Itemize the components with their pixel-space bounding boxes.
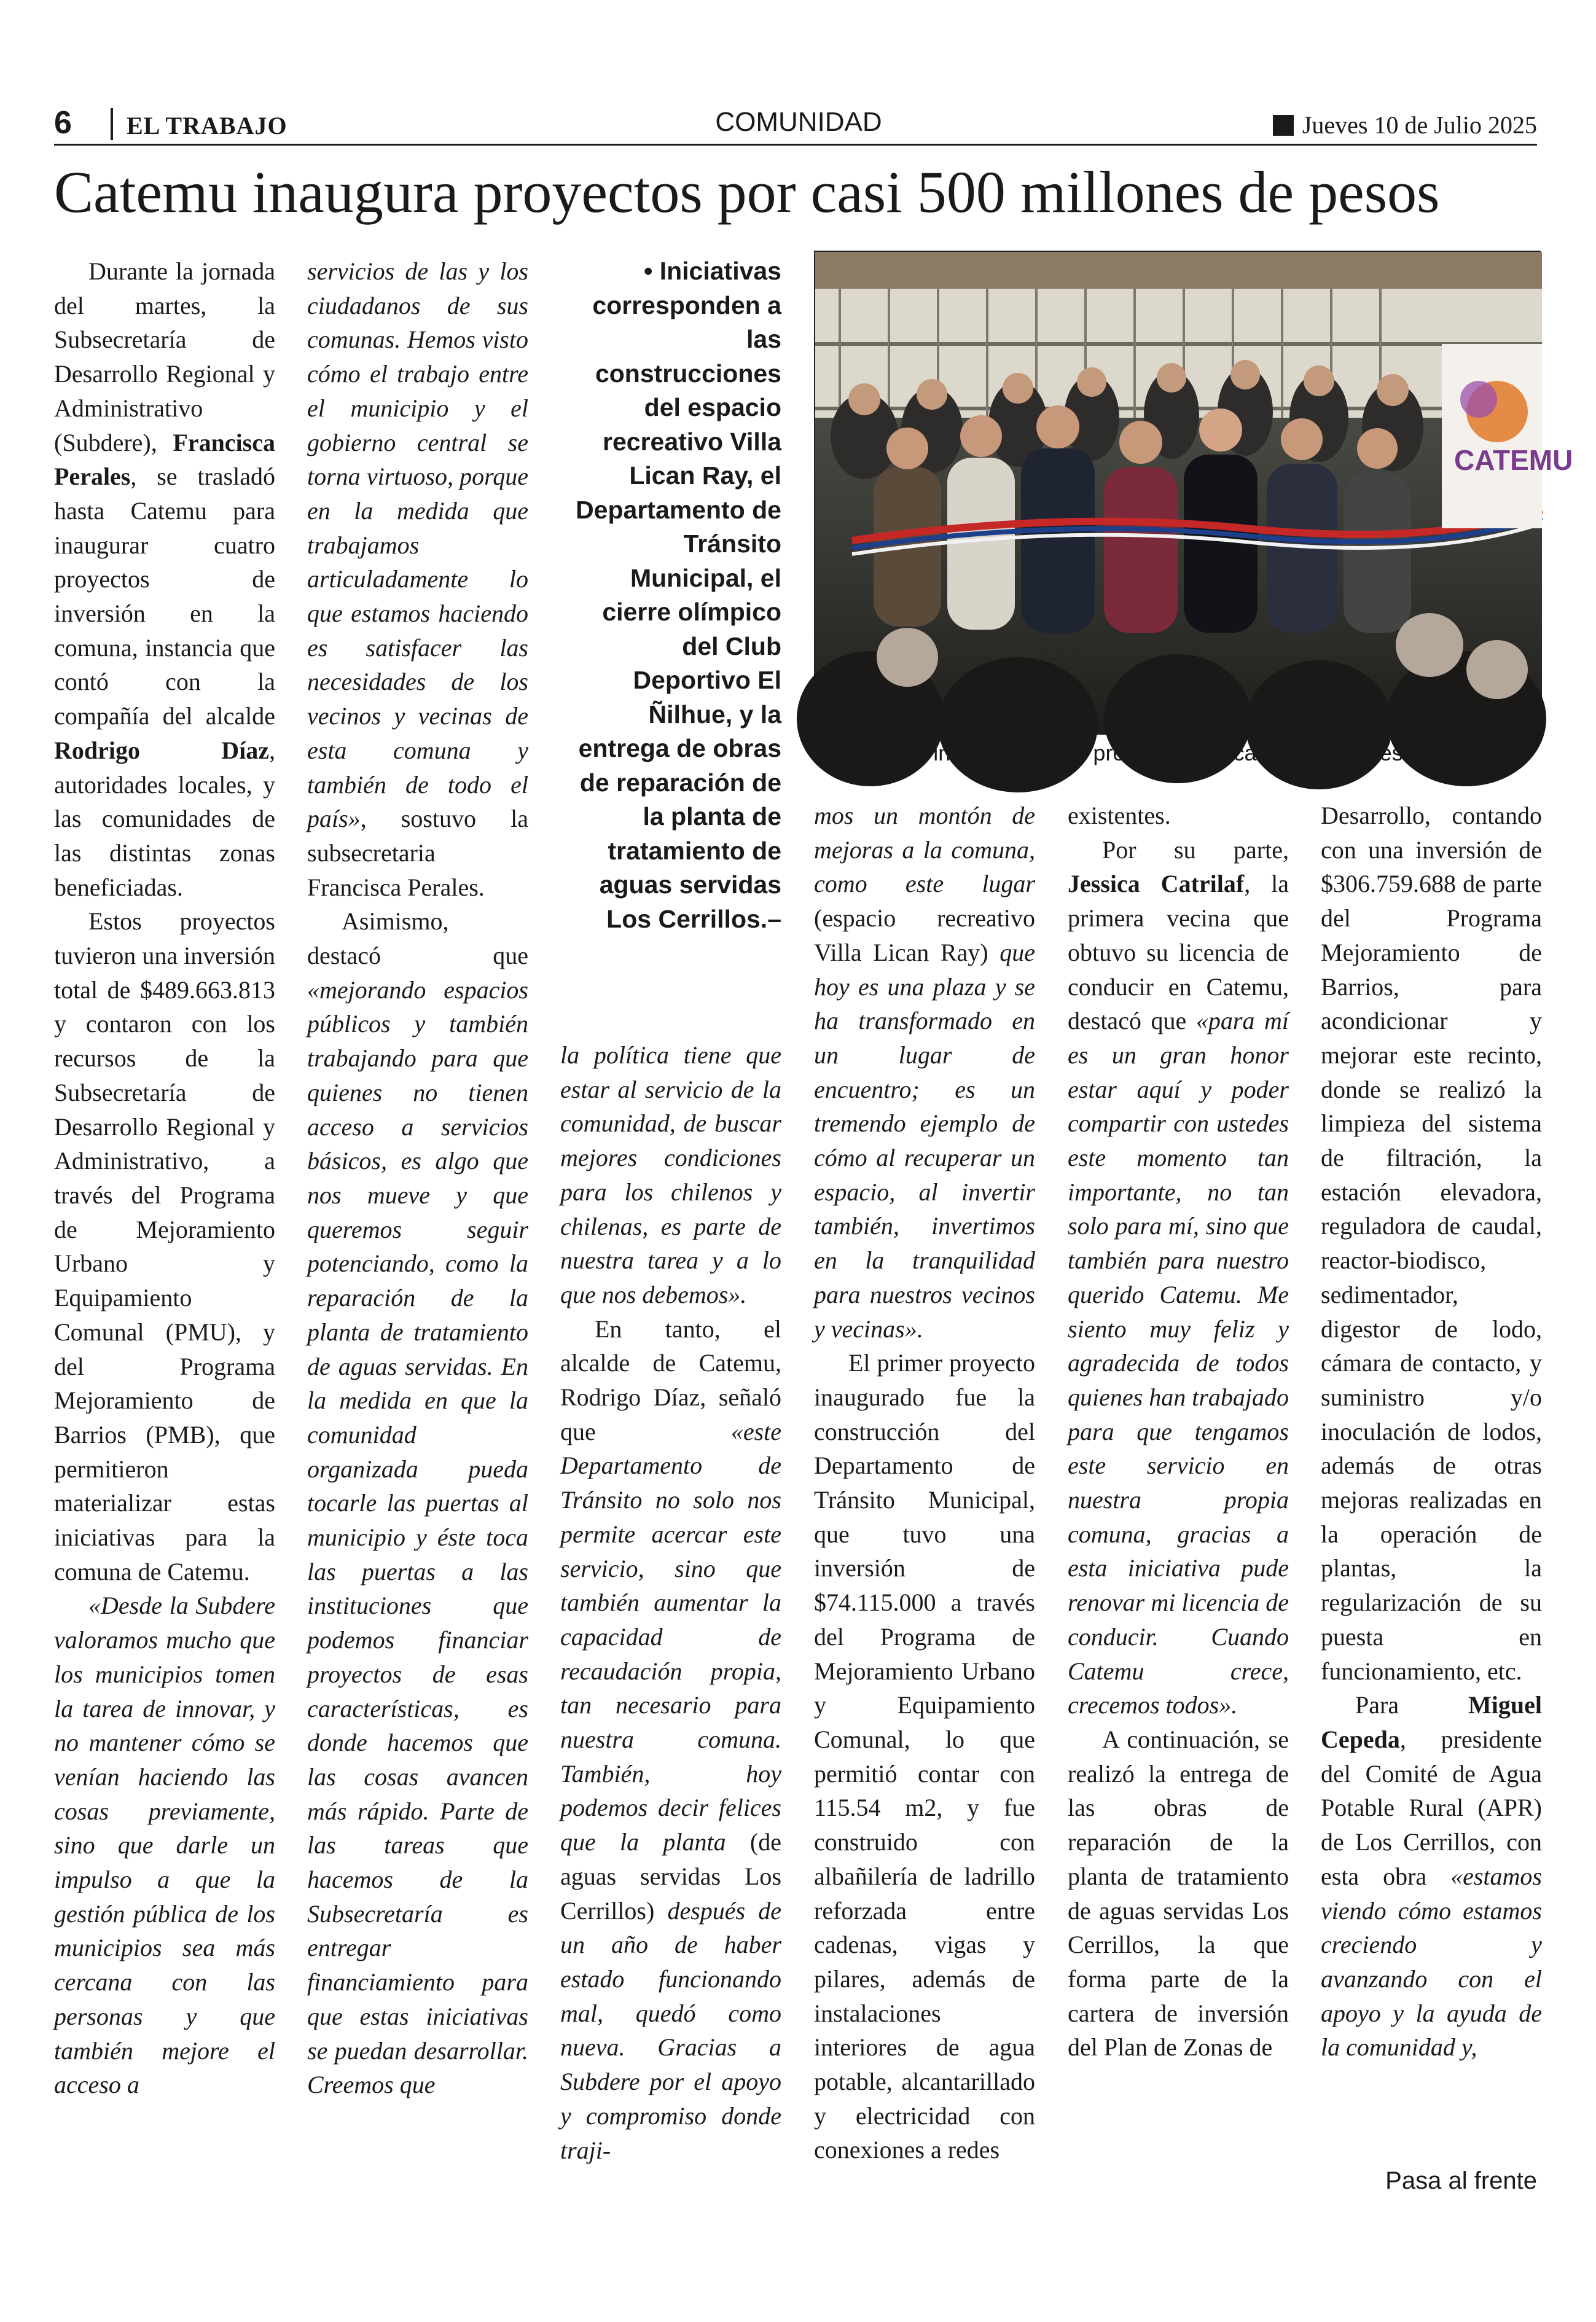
quote-subsecretaria-end: la política tiene que estar al servicio de la comunidad, de buscar mejores condiciones para los chilenos y chilenas, es parte de nuestra tarea y a lo que nos debemos». <box>560 1041 781 1308</box>
newspaper-name: EL TRABAJO <box>127 112 288 139</box>
continued-on-front: Pasa al frente <box>1385 2167 1537 2194</box>
name-francisca-perales: Francisca Perales <box>54 428 275 491</box>
header-divider <box>111 108 113 140</box>
paragraph-planta-detalle: Desarrollo, contando con una inversión de $306.759.688 de parte del Programa Mejoramiento de Barrios, para acondicionar y mejorar este recinto, donde se realizó la limpieza del sistema de filtración, la estación elevadora, reguladora de caudal, reactor-biodisco, sedimentador, digestor de lodo, cámara de contacto, y suministro y/o inoculación de lodos, además de otras mejoras realizadas en la operación de plantas, la regularización de su puesta en funcionamiento, etc. <box>1321 802 1542 1685</box>
paragraph-intro: Durante la jornada del martes, la Subsecretaría de Desarrollo Regional y Administrativo (Subdere), Francisca Perales, se trasladó hasta Catemu para inaugurar cuatro proyectos de inversión en la comuna, instancia que contó con la compañía del alcalde Rodrigo Díaz, autoridades locales, y las comunidades de las distintas zonas beneficiadas. <box>54 257 275 901</box>
issue-date <box>1273 111 1537 140</box>
quote-subdere-part1: «Desde la Subdere valoramos mucho que los municipios tomen la tarea de innovar, y no mantener cómo se venían haciendo las cosas previamente, sino que darle un impulso a que la gestión pública de los municipios sea más cercana con las personas y que también mejore el acceso a <box>54 1592 275 2099</box>
photo-caption: Catemu inauguró cuatro proyectos por casi 500 millones de pesos. <box>850 740 1505 765</box>
name-jessica-catrilaf: Jessica Catrilaf <box>1068 870 1245 898</box>
paragraph-planta-tratamiento: A continuación, se realizó la entrega de las obras de reparación de la planta de tratamiento de aguas servidas Los Cerrillos, la que forma parte de la cartera de inversión del Plan de Zonas de <box>1068 1725 1289 2062</box>
article-column-4 <box>814 799 1035 2230</box>
article-photo <box>814 251 1573 733</box>
article-column-5 <box>1068 799 1289 2230</box>
name-rodrigo-diaz: Rodrigo Díaz <box>54 736 269 764</box>
paragraph-subsecretaria: Asimismo, destacó que «mejorando espacios públicos y también trabajando para que quienes no tienen acceso a servicios básicos, es algo que nos mueve y que queremos seguir potenciando, como la reparación de la planta de tratamiento de aguas servidas. En la medida en que la comunidad organizada pueda tocarle las puertas al municipio y éste toca las puertas a las instituciones que podemos financiar proyectos de esas características, es donde hacemos que las cosas avancen más rápido. Parte de las tareas que hacemos de la Subsecretaría es entregar financiamiento para que estas iniciativas se puedan desarrollar. Creemos que <box>307 907 528 2099</box>
quote-subdere-part2: servicios de las y los ciudadanos de sus comunas. Hemos visto cómo el trabajo entre el municipio y el gobierno central se torna virtuoso, porque en la medida que trabajamos articuladamente lo que estamos haciendo es satisfacer las necesidades de los vecinos y vecinas de esta comuna y también de todo el país», sostuvo la subsecretaria Francisca Perales. <box>307 257 528 901</box>
page-number: 6 <box>54 105 72 141</box>
paragraph-transito-end: existentes. <box>1068 802 1171 829</box>
square-bullet-icon <box>1273 115 1294 136</box>
paragraph-miguel-cepeda: Para Miguel Cepeda, presidente del Comité de Agua Potable Rural (APR) de Los Cerrillos, con esta obra «estamos viendo cómo estamos creciendo y avanzando con el apoyo y la ayuda de la comunidad y, <box>1321 1691 1542 2062</box>
quote-alcalde-end: mos un montón de mejoras a la comuna, como este lugar (espacio recreativo Villa Lican Ray) que hoy es una plaza y se ha transformado en un lugar de encuentro; es un tremendo ejemplo de cómo al recuperar un espacio, al invertir también, invertimos en la tranquilidad para nuestros vecinos y vecinas». <box>814 802 1035 1343</box>
pull-quote: • Iniciativas corresponden a las construcciones del espacio recreativo Villa Lican Ray, el Departamento de Tránsito Municipal, el cierre olímpico del Club Deportivo El Ñilhue, y la entrega de obras de reparación de la planta de tratamiento de aguas servidas Los Cerrillos.– <box>576 257 781 933</box>
header-rule <box>54 144 1537 146</box>
article-column-1 <box>54 254 275 2220</box>
paragraph-jessica-catrilaf: Por su parte, Jessica Catrilaf, la primera vecina que obtuvo su licencia de conducir en Catemu, destacó que «para mí es un gran honor estar aquí y poder compartir con ustedes este momento tan importante, no tan solo para mí, sino que también para nuestro querido Catemu. Me siento muy feliz y agradecida de todos quienes han trabajado para que tengamos este servicio en nuestra propia comuna, gracias a esta iniciativa pude renovar mi licencia de conducir. Cuando Catemu crece, crecemos todos». <box>1068 835 1289 1719</box>
section-title: COMUNIDAD <box>715 107 882 137</box>
paragraph-alcalde: En tanto, el alcalde de Catemu, Rodrigo Díaz, señaló que «este Departamento de Tránsito no solo nos permite acercar este servicio, sino que también aumentar la capacidad de recaudación propia, tan necesario para nuestra comuna. También, hoy podemos decir felices que la planta (de aguas servidas Los Cerrillos) después de un año de haber estado funcionando mal, quedó como nueva. Gracias a Subdere por el apoyo y compromiso donde traji- <box>560 1315 782 2164</box>
banner-text: CATEMU <box>1454 444 1573 476</box>
article-headline: Catemu inaugura proyectos por casi 500 millones de pesos <box>54 159 1440 225</box>
issue-date-text: Jueves 10 de Julio 2025 <box>1302 111 1537 139</box>
paragraph-departamento-transito: El primer proyecto inaugurado fue la construcción del Departamento de Tránsito Municipal, que tuvo una inversión de $74.115.000 a través del Programa de Mejoramiento Urbano y Equipamiento Comunal, lo que permitió contar con 115.54 m2, y fue construido con albañilería de ladrillo reforzada entre cadenas, vigas y pilares, además de instalaciones interiores de agua potable, alcantarillado y electricidad con conexiones a redes <box>814 1349 1035 2164</box>
article-column-3 <box>560 1038 781 2230</box>
article-column-6 <box>1321 799 1542 2230</box>
paragraph-investment: Estos proyectos tuvieron una inversión total de $489.663.813 y contaron con los recursos de la Subsecretaría de Desarrollo Regional y Administrativo, a través del Programa de Mejoramiento Urbano y Equipamiento Comunal (PMU), y del Programa Mejoramiento de Barrios (PMB), que permitieron materializar estas iniciativas para la comuna de Catemu. <box>54 907 275 1585</box>
name-miguel-cepeda: Miguel Cepeda <box>1321 1691 1542 1753</box>
article-column-2 <box>307 254 528 2220</box>
